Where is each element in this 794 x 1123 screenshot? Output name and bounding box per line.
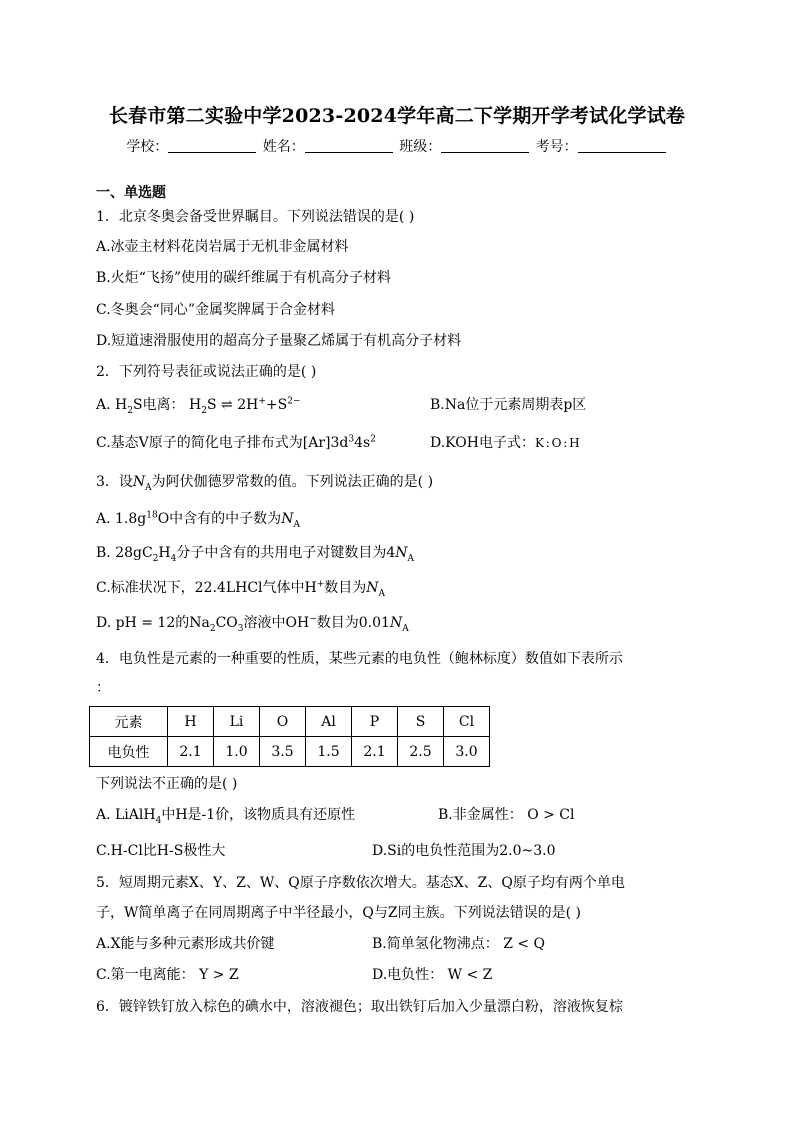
table-cell: 电负性 [90, 737, 168, 767]
q5-option-d: D.电负性： W < Z [372, 967, 493, 983]
table-cell: H [168, 707, 214, 737]
q6-stem-line1: 6．镀锌铁钉放入棕色的碘水中，溶液褪色；取出铁钉后加入少量漂白粉，溶液恢复棕 [96, 999, 623, 1015]
number-label: 考号： [535, 139, 578, 155]
table-cell: O [260, 707, 306, 737]
q2-option-d: D.KOH电子式：K : O : H [430, 435, 579, 451]
equilibrium-arrow-icon: ⇌ [221, 397, 233, 413]
table-cell: 2.5 [398, 737, 444, 767]
table-cell: 元素 [90, 707, 168, 737]
school-blank[interactable] [168, 138, 256, 153]
q4-stem2: 下列说法不正确的是( ) [96, 776, 238, 792]
school-label: 学校： [126, 139, 169, 155]
table-cell: 2.1 [352, 737, 398, 767]
q5-option-c: C.第一电离能： Y > Z [96, 967, 239, 983]
q3-option-c: C.标准状况下，22.4LHCl气体中H+数目为$N_A$ [96, 579, 386, 599]
q4-option-b: B.非金属性： O > Cl [438, 807, 575, 823]
q5-option-b: B.简单氢化物沸点： Z < Q [372, 936, 546, 952]
electron-dot-formula: K : O : H [534, 436, 579, 450]
q4-stem-colon: ： [96, 680, 110, 696]
q1-option-b: B.火炬“飞扬”使用的碳纤维属于有机高分子材料 [96, 270, 392, 286]
q2-stem: 2．下列符号表征或说法正确的是( ) [96, 364, 317, 380]
q4-option-a: A. LiAlH$_4$中H是-1价，该物质具有还原性 [96, 807, 356, 826]
q2-option-b: B.Na位于元素周期表p区 [430, 397, 587, 413]
class-label: 班级： [399, 139, 442, 155]
table-cell: S [398, 707, 444, 737]
q3-stem: 3．设$N_A$为阿伏伽德罗常数的值。下列说法正确的是( ) [96, 474, 434, 493]
table-row [90, 737, 490, 767]
page-title: 长春市第二实验中学2023-2024学年高二下学期开学考试化学试卷 [108, 105, 686, 127]
q1-option-d: D.短道速滑服使用的超高分子量聚乙烯属于有机高分子材料 [96, 333, 462, 349]
q4-option-c: C.H-Cl比H-S极性大 [96, 843, 226, 859]
table-cell: 3.0 [444, 737, 490, 767]
name-label: 姓名： [262, 139, 305, 155]
table-cell: 3.5 [260, 737, 306, 767]
q5-option-a: A.X能与多种元素形成共价键 [96, 936, 275, 952]
q5-stem-line2: 子，W简单离子在同周期离子中半径最小，Q与Z同主族。下列说法错误的是( ) [96, 905, 581, 921]
q2-option-a: A. $H_2S$电离： $H_2S$ ⇌ $2H^++S^{2-}$ [96, 396, 301, 416]
q2-option-c: C.基态V原子的简化电子排布式为$[Ar]3d^34s^2$ [96, 434, 376, 451]
q4-stem: 4．电负性是元素的一种重要的性质，某些元素的电负性（鲍林标度）数值如下表所示 [96, 651, 623, 667]
table-cell: Li [214, 707, 260, 737]
q1-option-a: A.冰壶主材料花岗岩属于无机非金属材料 [96, 239, 349, 255]
table-row [90, 707, 490, 737]
q3-option-b: B. $28gC_2H_4$分子中含有的共用电子对键数目为$4N_A$ [96, 545, 415, 564]
section-heading: 一、单选题 [96, 185, 166, 201]
q1-option-c: C.冬奥会“同心”金属奖牌属于合金材料 [96, 302, 335, 318]
q3-option-d: D. pH = 12的$Na_2CO_3$溶液中OH−数目为$0.01N_A$ [96, 614, 409, 634]
table-cell: Al [306, 707, 352, 737]
number-blank[interactable] [578, 138, 666, 153]
name-blank[interactable] [305, 138, 393, 153]
table-cell: 1.0 [214, 737, 260, 767]
q3-option-a: A. $1.8g^{18}O$中含有的中子数为$N_A$ [96, 510, 300, 530]
table-cell: 2.1 [168, 737, 214, 767]
table-cell: Cl [444, 707, 490, 737]
class-blank[interactable] [441, 138, 529, 153]
table-cell: P [352, 707, 398, 737]
q1-stem: 1．北京冬奥会备受世界瞩目。下列说法错误的是( ) [96, 209, 415, 225]
table-cell: 1.5 [306, 737, 352, 767]
student-info-row [0, 136, 794, 156]
q4-option-d: D.Si的电负性范围为2.0~3.0 [372, 843, 556, 859]
electronegativity-table [89, 706, 490, 767]
q5-stem-line1: 5．短周期元素X、Y、Z、W、Q原子序数依次增大。基态X、Z、Q原子均有两个单电 [96, 875, 625, 891]
